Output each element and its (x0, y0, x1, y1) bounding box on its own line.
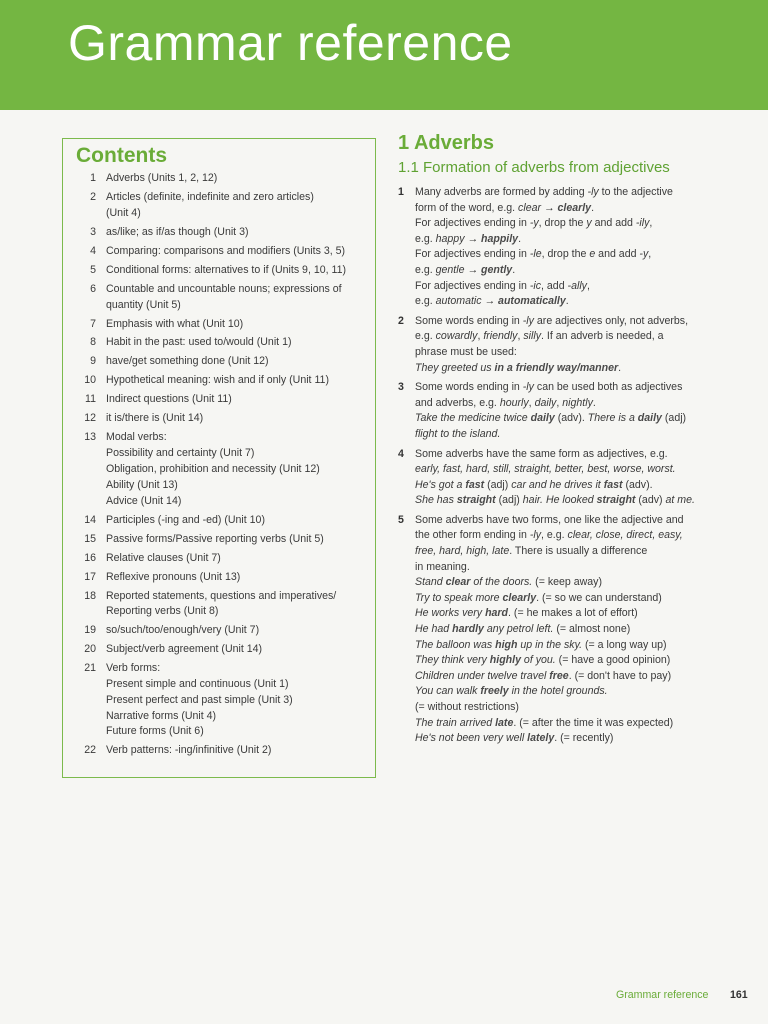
rule-text: . (= recently) (554, 732, 614, 745)
rule-text: → (541, 201, 558, 214)
contents-item (69, 430, 369, 509)
example-word: lately (527, 732, 555, 745)
header-banner (0, 0, 768, 110)
rule-text: , drop the (541, 248, 590, 261)
rule-text: , (649, 217, 653, 230)
rule-text: She has (415, 494, 457, 507)
rule-text: They think very (415, 654, 490, 667)
rule-text: and adverbs, e.g. (415, 396, 500, 409)
rule-text: , (517, 330, 524, 343)
example-word: free (549, 669, 569, 682)
rule-text: Take the medicine twice (415, 412, 531, 425)
rule-line (415, 247, 722, 263)
contents-item-text (106, 513, 369, 529)
rule-line (415, 731, 722, 747)
contents-item-text (106, 190, 369, 222)
rule-text: Many adverbs are formed by adding (415, 186, 588, 198)
rule-text: -le (529, 248, 542, 261)
rule-text: and add (595, 248, 640, 261)
rule-text: (adv). (622, 478, 653, 491)
rule-item (398, 513, 722, 747)
rule-text: For adjectives ending in (415, 248, 530, 261)
rule-text: He's got a (415, 478, 466, 491)
contents-item-line: Modal verbs: (106, 431, 167, 444)
contents-title: Contents (76, 144, 167, 167)
rule-line (415, 606, 722, 622)
rule-line (415, 544, 722, 560)
contents-item-line: Ability (Unit 13) (106, 478, 178, 491)
rule-text: e.g. (415, 330, 436, 343)
example-word: daily (530, 412, 555, 425)
rule-text: He's not been very well (415, 732, 528, 745)
contents-item-number: 5 (90, 263, 96, 276)
rule-text: (adj) (495, 494, 523, 507)
contents-item-text (106, 570, 369, 586)
rule-line (415, 716, 722, 732)
rule-line (415, 380, 722, 396)
contents-item (69, 551, 369, 567)
contents-item-line: Narrative forms (Unit 4) (106, 709, 217, 722)
rule-text: silly (523, 330, 542, 343)
contents-item (69, 589, 369, 621)
rule-number: 2 (398, 314, 404, 327)
rule-item (398, 447, 722, 509)
contents-item-line: Hypothetical meaning: wish and if only (Unit 11) (106, 374, 329, 387)
rule-text: car and he drives it (511, 478, 604, 491)
contents-item (69, 171, 369, 187)
contents-item (69, 225, 369, 241)
rule-text: y (586, 217, 592, 230)
contents-item-text (106, 743, 369, 759)
rule-body (415, 380, 722, 442)
rule-number: 1 (398, 186, 404, 198)
contents-item-line: Future forms (Unit 6) (106, 725, 204, 738)
contents-item (69, 354, 369, 370)
rule-text: -y (529, 217, 539, 230)
example-word: daily (637, 412, 662, 425)
rule-line (415, 427, 722, 443)
rule-text: phrase must be used: (415, 345, 517, 358)
rule-line (415, 216, 722, 232)
rule-text: gentle (435, 263, 465, 276)
example-word: automatically (498, 295, 566, 308)
contents-item-line: Subject/verb agreement (Unit 14) (106, 643, 263, 656)
contents-item-number: 1 (90, 172, 96, 184)
contents-item (69, 642, 369, 658)
contents-item-number: 14 (84, 513, 96, 526)
rule-line (415, 447, 722, 463)
rule-text: -ally (567, 279, 587, 292)
contents-item (69, 661, 369, 740)
rule-item (398, 380, 722, 442)
example-word: hardly (452, 623, 484, 636)
rule-text: . (618, 361, 622, 374)
contents-item-line: Reported statements, questions and imperatives/ (106, 589, 337, 602)
rule-text: cowardly (435, 330, 478, 343)
rule-text: . (592, 396, 596, 409)
rule-line (415, 411, 722, 427)
rule-text: (= keep away) (532, 576, 603, 589)
rule-text: -ic (529, 279, 542, 292)
contents-item-number: 16 (84, 551, 96, 564)
contents-item-number: 10 (84, 374, 96, 387)
rule-number: 4 (398, 447, 404, 460)
contents-item-line: Reporting verbs (Unit 8) (106, 605, 219, 618)
rule-line (415, 314, 722, 330)
contents-item (69, 263, 369, 279)
page-number: 161 (730, 989, 748, 1001)
rule-line (415, 478, 722, 494)
rule-text: , (648, 248, 652, 261)
rule-text: , add (541, 279, 568, 292)
contents-item-text (106, 392, 369, 408)
rule-line (415, 622, 722, 638)
contents-item-number: 9 (90, 355, 96, 368)
rule-line (415, 700, 722, 716)
rule-text: free, hard, high, late (415, 545, 510, 558)
contents-item-line: Countable and uncountable nouns; expressions of (106, 282, 342, 295)
example-word: straight (456, 494, 496, 507)
rule-body (415, 447, 722, 509)
rule-list (398, 185, 722, 747)
rule-text: You can walk (415, 685, 481, 698)
rule-text: , (556, 396, 563, 409)
rule-text: are adjectives only, not adverbs, (533, 314, 689, 327)
contents-item-number: 18 (84, 589, 96, 602)
rule-body (415, 185, 722, 310)
rule-text: of the doors. (470, 576, 533, 589)
contents-item-number: 7 (90, 317, 96, 330)
rule-text: to the adjective (598, 186, 673, 198)
example-word: freely (480, 685, 509, 698)
contents-panel (62, 138, 376, 778)
contents-item-line: so/such/too/enough/very (Unit 7) (106, 624, 260, 637)
rule-line (415, 638, 722, 654)
rule-text: (adj) (484, 478, 512, 491)
contents-item-text (106, 244, 369, 260)
rule-text: daily (534, 396, 557, 409)
rule-body (415, 314, 722, 376)
rule-text: He works very (415, 607, 486, 620)
rule-text: . (565, 295, 569, 308)
rule-text: , (477, 330, 484, 343)
rule-text: , (528, 396, 535, 409)
example-word: happily (480, 232, 519, 245)
contents-item-line: Verb patterns: -ing/infinitive (Unit 2) (106, 744, 272, 757)
contents-item-text (106, 642, 369, 658)
contents-item-line: it is/there is (Unit 14) (106, 412, 204, 425)
contents-item (69, 190, 369, 222)
contents-item-line: as/like; as if/as though (Unit 3) (106, 225, 249, 238)
contents-item-text (106, 171, 369, 187)
rule-text: . (= so we can understand) (536, 591, 662, 604)
rule-text: automatic (435, 295, 482, 308)
rule-line (415, 528, 722, 544)
rule-text: (= almost none) (553, 623, 631, 636)
contents-item-text (106, 335, 369, 351)
rule-text: . (512, 263, 516, 276)
rule-text: . (591, 201, 595, 214)
rule-text: any petrol left. (483, 623, 554, 636)
rule-text: of you. (520, 654, 556, 667)
rule-text: e.g. (415, 295, 436, 308)
footer-label: Grammar reference (616, 989, 709, 1001)
rule-text: early, fast, hard, still, straight, better, best, worse, worst. (415, 463, 676, 476)
example-word: gently (480, 263, 513, 276)
contents-item-line: quantity (Unit 5) (106, 298, 181, 311)
example-word: fast (603, 478, 623, 491)
contents-item-line: Present perfect and past simple (Unit 3) (106, 693, 293, 706)
contents-item-number: 4 (90, 244, 96, 257)
rule-text: . If an adverb is needed, a (541, 330, 664, 343)
rule-text: in meaning. (415, 560, 470, 573)
rule-text: -ly (587, 186, 599, 198)
rule-text: -ily (635, 217, 650, 230)
contents-item (69, 244, 369, 260)
rule-line (415, 185, 722, 201)
contents-item-number: 20 (84, 643, 96, 656)
rule-text: For adjectives ending in (415, 217, 530, 230)
rule-item (398, 185, 722, 310)
rule-line (415, 396, 722, 412)
rule-text: (adj) (661, 412, 687, 425)
rule-text: friendly (483, 330, 518, 343)
rule-line (415, 591, 722, 607)
contents-item-line: Conditional forms: alternatives to if (Units 9, 10, 11) (106, 263, 347, 276)
rule-text: → (464, 232, 481, 245)
rule-text: → (481, 295, 499, 308)
rule-text: The train arrived (415, 716, 496, 729)
rule-text: (= without restrictions) (415, 701, 519, 713)
example-word: clearly (502, 591, 537, 604)
contents-item-line: Articles (definite, indefinite and zero articles) (106, 190, 314, 203)
rule-line (415, 493, 722, 509)
rule-number: 3 (398, 381, 404, 394)
contents-item-number: 13 (84, 431, 96, 444)
rule-number: 5 (398, 513, 404, 526)
contents-item-line: Reflexive pronouns (Unit 13) (106, 570, 241, 583)
contents-item (69, 623, 369, 639)
contents-item-line: Present simple and continuous (Unit 1) (106, 678, 289, 691)
example-word: clearly (557, 201, 592, 214)
contents-item-line: Possibility and certainty (Unit 7) (106, 447, 255, 460)
rule-text: (= have a good opinion) (555, 654, 671, 667)
page-title: Grammar reference (68, 15, 513, 71)
rule-text: e.g. (415, 263, 436, 276)
rule-text: clear (518, 201, 542, 214)
contents-item-text (106, 263, 369, 279)
contents-item (69, 335, 369, 351)
adverbs-section (398, 132, 722, 751)
section-heading: 1 Adverbs (398, 132, 494, 154)
rule-text: -ly (522, 314, 534, 327)
rule-text: e (589, 248, 596, 261)
rule-text: Stand (415, 576, 446, 589)
contents-item-text (106, 354, 369, 370)
contents-item-line: Passive forms/Passive reporting verbs (Unit 5) (106, 532, 324, 545)
contents-item-line: Participles (-ing and -ed) (Unit 10) (106, 513, 265, 526)
rule-line (415, 513, 722, 529)
contents-item-line: Advice (Unit 14) (106, 494, 182, 507)
rule-text: e.g. (415, 232, 436, 245)
rule-text: The balloon was (415, 638, 496, 651)
rule-text: and add (591, 217, 636, 230)
contents-item-number: 19 (84, 624, 96, 637)
rule-line (415, 345, 722, 361)
rule-text: the other form ending in (415, 529, 530, 542)
contents-item-line: have/get something done (Unit 12) (106, 355, 269, 368)
rule-text: nightly (562, 396, 593, 409)
contents-item-line: Emphasis with what (Unit 10) (106, 317, 244, 330)
contents-item (69, 743, 369, 759)
rule-line (415, 361, 722, 377)
rule-text: For adjectives ending in (415, 279, 530, 292)
contents-item-text (106, 661, 369, 740)
contents-item-line: Relative clauses (Unit 7) (106, 551, 221, 564)
contents-item-text (106, 623, 369, 639)
rule-line (415, 575, 722, 591)
contents-item (69, 282, 369, 314)
contents-item (69, 373, 369, 389)
rule-text: . (= after the time it was expected) (513, 716, 674, 729)
rule-text: Some adverbs have two forms, one like the adjective and (415, 513, 684, 526)
contents-item-number: 17 (84, 570, 96, 583)
contents-item-text (106, 430, 369, 509)
rule-text: clear, close, direct, easy, (567, 529, 683, 542)
rule-text: Some adverbs have the same form as adjectives, e.g. (415, 447, 668, 460)
contents-item-line: Verb forms: (106, 662, 161, 675)
rule-line (415, 329, 722, 345)
contents-item-line: (Unit 4) (106, 206, 141, 219)
contents-item (69, 411, 369, 427)
example-word: hard (485, 607, 509, 620)
contents-item-number: 8 (90, 336, 96, 349)
rule-text: -ly (529, 529, 542, 542)
contents-item-number: 15 (84, 532, 96, 545)
contents-item (69, 532, 369, 548)
rule-item (398, 314, 722, 376)
contents-item-text (106, 411, 369, 427)
rule-text: Try to speak more (415, 591, 503, 604)
rule-text: , drop the (538, 217, 587, 230)
rule-text: form of the word, e.g. (415, 201, 519, 214)
example-word: in a friendly way/manner (494, 361, 619, 374)
contents-item-line: Adverbs (Units 1, 2, 12) (106, 172, 218, 184)
rule-text: → (464, 263, 481, 276)
rule-text: up in the sky. (517, 638, 583, 651)
rule-text: at me. (665, 494, 695, 507)
contents-item-text (106, 551, 369, 567)
contents-item (69, 570, 369, 586)
contents-item-number: 6 (90, 282, 96, 295)
example-word: highly (489, 654, 521, 667)
rule-line (415, 684, 722, 700)
rule-text: . (= don't have to pay) (568, 669, 672, 682)
rule-text: Some words ending in (415, 381, 523, 394)
rule-line (415, 279, 722, 295)
rule-line (415, 560, 722, 576)
example-word: late (495, 716, 514, 729)
contents-item-text (106, 589, 369, 621)
rule-line (415, 263, 722, 279)
contents-item-number: 21 (84, 662, 96, 675)
rule-text: Some words ending in (415, 314, 523, 327)
contents-item-line: Habit in the past: used to/would (Unit 1) (106, 336, 292, 349)
example-word: high (495, 638, 518, 651)
contents-item-line: Obligation, prohibition and necessity (Unit 12) (106, 463, 320, 475)
rule-text: hair. He looked (522, 494, 597, 507)
rule-line (415, 653, 722, 669)
contents-item-text (106, 282, 369, 314)
rule-text: can be used both as adjectives (533, 381, 683, 394)
contents-item-number: 3 (90, 225, 96, 238)
rule-text: . There is usually a difference (509, 545, 648, 558)
rule-line (415, 462, 722, 478)
rule-text: , (586, 279, 590, 292)
rule-text: (= a long way up) (582, 638, 667, 651)
rule-text: He had (415, 623, 453, 636)
rule-line (415, 669, 722, 685)
rule-text: Children under twelve travel (415, 669, 550, 682)
contents-item-number: 22 (84, 744, 96, 757)
rule-line (415, 201, 722, 217)
contents-item-text (106, 317, 369, 333)
rule-text: They greeted us (415, 361, 495, 374)
rule-body (415, 513, 722, 747)
rule-line (415, 232, 722, 248)
contents-item-text (106, 225, 369, 241)
rule-text: (adv) (635, 494, 666, 507)
rule-text: There is a (587, 412, 638, 425)
rule-text: (adv). (554, 412, 588, 425)
contents-list (69, 171, 369, 762)
rule-text: -ly (522, 381, 534, 394)
contents-item-line: Indirect questions (Unit 11) (106, 393, 232, 406)
contents-item (69, 392, 369, 408)
contents-item-number: 11 (85, 393, 96, 406)
contents-item-number: 12 (84, 412, 96, 425)
rule-text: . (= he makes a lot of effort) (508, 607, 638, 620)
section-subheading: 1.1 Formation of adverbs from adjectives (398, 159, 670, 176)
contents-item-text (106, 532, 369, 548)
contents-item-text (106, 373, 369, 389)
example-word: fast (465, 478, 485, 491)
rule-text: hourly (499, 396, 529, 409)
rule-line (415, 294, 722, 310)
rule-text: in the hotel grounds. (508, 685, 608, 698)
contents-item (69, 317, 369, 333)
example-word: straight (596, 494, 636, 507)
rule-text: happy (435, 232, 465, 245)
contents-item-line: Comparing: comparisons and modifiers (Units 3, 5) (106, 244, 346, 257)
rule-text: , e.g. (541, 529, 568, 542)
rule-text: . (518, 232, 522, 245)
example-word: clear (445, 576, 471, 589)
contents-item-number: 2 (90, 190, 96, 203)
rule-text: flight to the island. (415, 427, 501, 440)
contents-item (69, 513, 369, 529)
rule-text: -y (639, 248, 649, 261)
